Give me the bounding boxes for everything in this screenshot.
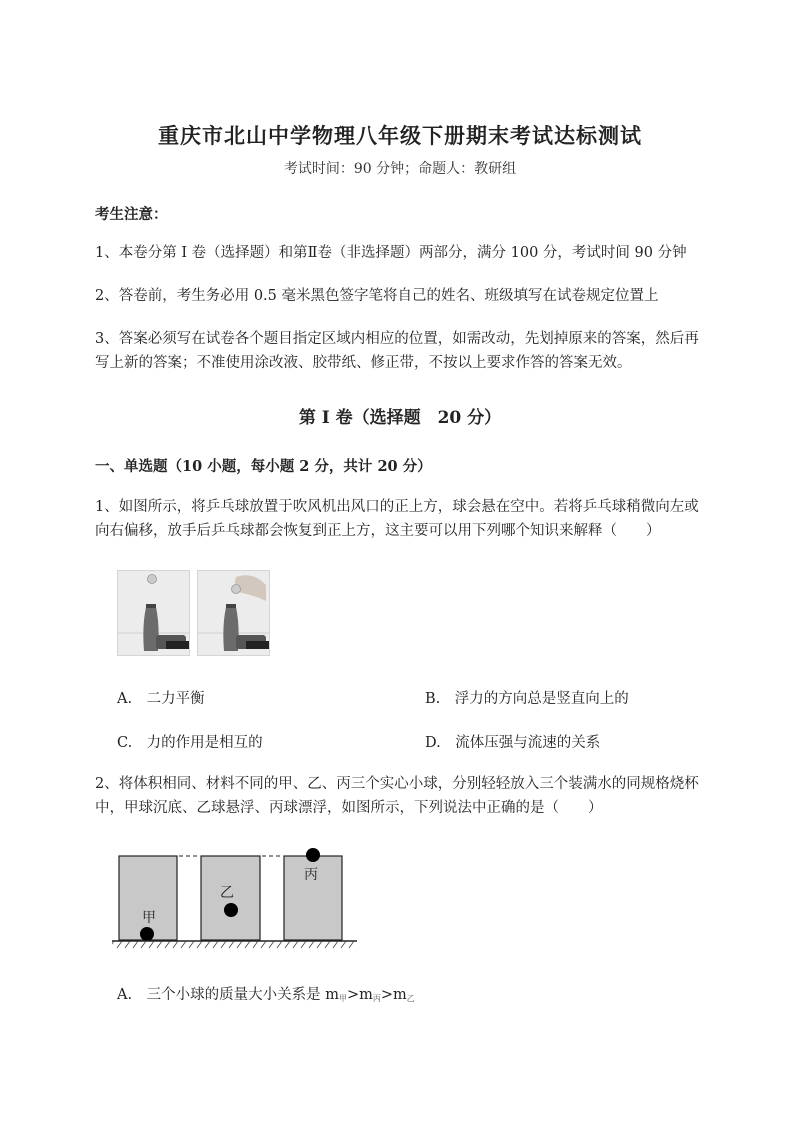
question-1-option-a: A. 二力平衡 — [117, 691, 205, 707]
part-heading: 一、单选题（10 小题，每小题 2 分，共计 20 分） — [95, 458, 432, 475]
formula-sub-bing: 丙 — [372, 994, 381, 1003]
notice-item-3: 3、答案必须写在试卷各个题目指定区域内相应的位置，如需改动，先划掉原来的答案，然后再写上新的答案；不准使用涂改液、胶带纸、修正带，不按以上要求作答的答案无效。 — [95, 331, 699, 371]
hairdryer-photo-1 — [117, 570, 190, 656]
formula-gt-1: > — [346, 987, 360, 1003]
label-jia: 甲 — [142, 910, 156, 926]
label-yi: 乙 — [220, 885, 234, 901]
section-title: 第 I 卷（选择题 20 分） — [298, 408, 502, 428]
notice-heading: 考生注意： — [95, 206, 168, 223]
question-1-option-d: D. 流体压强与流速的关系 — [425, 735, 601, 751]
label-bing: 丙 — [304, 867, 318, 883]
question-2-stem: 2、将体积相同、材料不同的甲、乙、丙三个实心小球，分别轻轻放入三个装满水的同规格烧杯中，甲球沉底、乙球悬浮、丙球漂浮，如图所示，下列说法中正确的是（ ） — [95, 776, 699, 816]
notice-item-1: 1、本卷分第 I 卷（选择题）和第Ⅱ卷（非选择题）两部分，满分 100 分，考试时间 90 分钟 — [95, 245, 687, 261]
question-1-stem: 1、如图所示，将乒乓球放置于吹风机出风口的正上方，球会悬在空中。若将乒乓球稍微向左或向右偏移，放手后乒乓球都会恢复到正上方，这主要可以用下列哪个知识来解释（ ） — [95, 499, 699, 539]
beakers-figure — [112, 840, 362, 955]
formula-m1: m — [325, 987, 339, 1003]
formula-m2: m — [359, 987, 373, 1003]
question-1-option-c: C. 力的作用是相互的 — [117, 735, 263, 751]
formula-gt-2: > — [380, 987, 394, 1003]
option-a-text: A. 三个小球的质量大小关系是 — [117, 987, 326, 1003]
notice-item-2: 2、答卷前，考生务必用 0.5 毫米黑色签字笔将自己的姓名、班级填写在试卷规定位置上 — [95, 288, 659, 304]
formula-sub-yi: 乙 — [406, 994, 415, 1003]
exam-info: 考试时间：90 分钟；命题人：教研组 — [283, 161, 517, 177]
question-2-option-a — [117, 983, 415, 1004]
formula-sub-jia: 甲 — [338, 994, 347, 1003]
hairdryer-photo-2 — [197, 570, 270, 656]
formula-m3: m — [393, 987, 407, 1003]
page-title: 重庆市北山中学物理八年级下册期末考试达标测试 — [158, 123, 642, 148]
question-1-option-b: B. 浮力的方向总是竖直向上的 — [425, 691, 629, 707]
